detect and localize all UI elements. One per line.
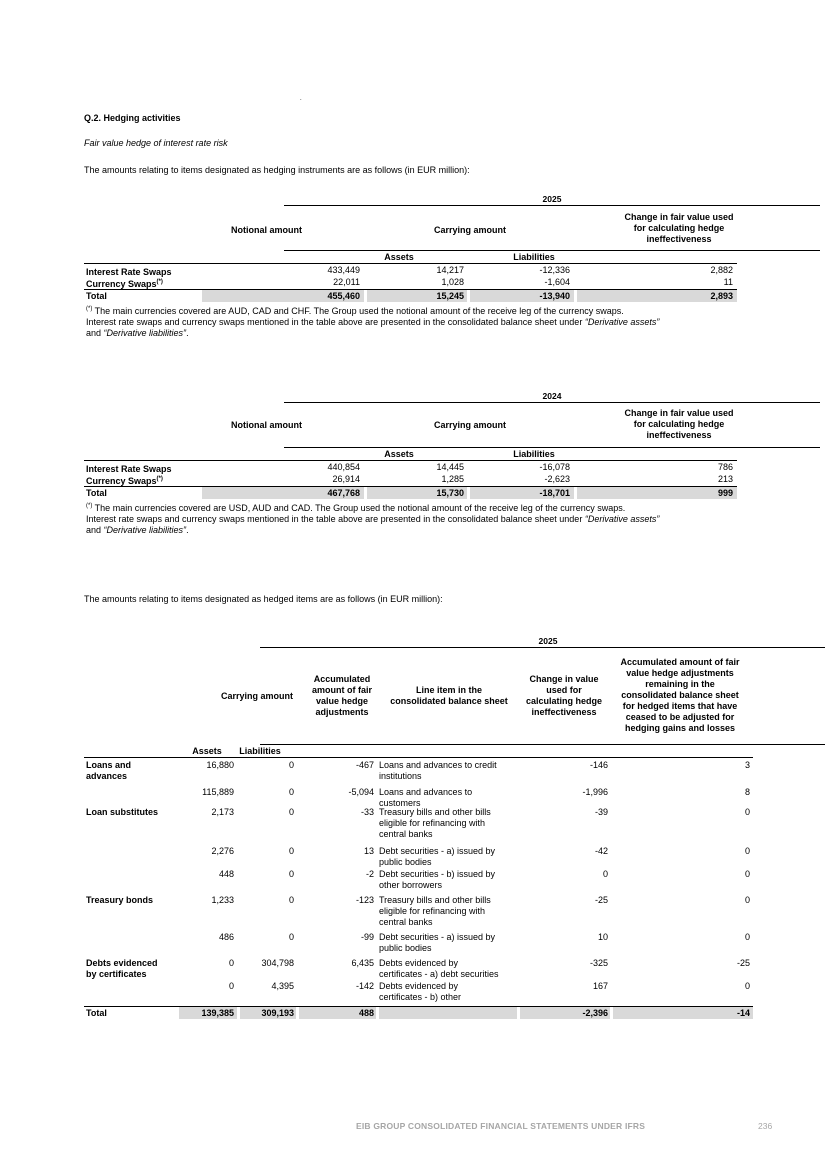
header-rule [260,647,825,648]
col-assets-header: Assets [192,746,222,756]
remaining-value: 0 [744,895,750,905]
change-value: -1,996 [582,787,608,797]
liabilities-value: 0 [288,760,294,770]
col-carrying-header: Carrying amount [433,420,506,430]
liabilities-value: -1,604 [544,277,570,287]
header-line: value hedge [315,696,369,706]
line-item-text: Treasury bills and other bills [379,807,491,817]
assets-value: 15,245 [436,291,464,301]
row-label: Currency Swaps(*) [86,476,163,486]
notional-value: 26,914 [332,474,360,484]
category-label: advances [86,771,128,781]
header-line: for calculating hedge [633,223,725,233]
header-rule [84,757,753,758]
row-label: Total [86,291,107,301]
header-rule [260,744,825,745]
remaining-value: 0 [744,846,750,856]
assets-value: 0 [228,958,234,968]
note-line: and “Derivative liabilities”. [86,328,189,338]
note-line: Interest rate swaps and currency swaps mentioned in the table above are presented in the consolidated balance sheet under “Derivative assets” [86,514,660,524]
remaining-value: 0 [744,981,750,991]
line-item-text: eligible for refinancing with [379,906,486,916]
subsection-title: Fair value hedge of interest rate risk [84,138,228,148]
accum-value: -33 [360,807,374,817]
assets-value: 1,233 [211,895,234,905]
header-line: Accumulated [313,674,371,684]
table-row [84,276,737,288]
section-title: Q.2. Hedging activities [84,113,181,123]
change-value: 2,882 [710,265,733,275]
notional-value: 433,449 [327,265,360,275]
header-line: adjustments [315,707,369,717]
total-accum: 488 [358,1008,374,1018]
liabilities-value: 0 [288,895,294,905]
line-item-text: other borrowers [379,880,443,890]
header-rule [284,250,820,251]
notional-value: 455,460 [327,291,360,301]
accum-value: -123 [355,895,374,905]
header-line: for calculating hedge [633,419,725,429]
row-label: Interest Rate Swaps [86,267,172,277]
row-label: Currency Swaps(*) [86,279,163,289]
table-row [84,461,737,473]
total-liabilities: 309,193 [261,1008,294,1018]
category-label: Loans and [86,760,132,770]
remaining-value: 3 [744,760,750,770]
header-line: hedging gains and losses [624,723,736,733]
header-rule [284,402,820,403]
category-label: by certificates [86,969,147,979]
change-value: 0 [602,869,608,879]
col-carrying-header: Carrying amount [433,225,506,235]
change-value: -39 [594,807,608,817]
line-item-text: Debt securities - a) issued by [379,932,496,942]
total-change: -2,396 [582,1008,608,1018]
line-item-text: institutions [379,771,422,781]
liabilities-value: -16,078 [539,462,570,472]
line-item-text: Debts evidenced by [379,981,459,991]
line-item-text: Debts evidenced by [379,958,459,968]
liabilities-value: 4,395 [271,981,294,991]
line-item-text: Treasury bills and other bills [379,895,491,905]
header-rule [284,205,820,206]
col-remaining-header [610,657,750,734]
page-footer: EIB GROUP CONSOLIDATED FINANCIAL STATEMENTS UNDER IFRS [356,1121,646,1131]
accum-value: 6,435 [351,958,374,968]
table-row-total [84,487,737,499]
assets-value: 14,217 [436,265,464,275]
table-year: 2024 [542,391,562,401]
notional-value: 467,768 [327,488,360,498]
change-value: 999 [717,488,733,498]
table-row [84,264,737,276]
header-line: calculating hedge [525,696,603,706]
line-item-text: Debt securities - a) issued by [379,846,496,856]
instruments-table-2024 [84,391,737,541]
category-label: Debts evidenced [86,958,158,968]
line-item-text: Debt securities - b) issued by [379,869,496,879]
line-item-text: certificates - b) other [379,992,462,1002]
col-line-item-header [374,685,524,707]
col-liabilities-header: Liabilities [513,252,555,262]
liabilities-value: 0 [288,846,294,856]
liabilities-value: 0 [288,807,294,817]
accum-value: -99 [360,932,374,942]
header-line: consolidated balance sheet [390,696,508,706]
col-assets-header: Assets [384,449,414,459]
line-item-text: eligible for refinancing with [379,818,486,828]
intro-hedged: The amounts relating to items designated as hedged items are as follows (in EUR million): [84,594,443,604]
header-line: for hedged items that have [622,701,738,711]
remaining-value: 0 [744,807,750,817]
col-carrying-header: Carrying amount [220,691,293,701]
liabilities-value: 0 [288,932,294,942]
change-value: 167 [592,981,608,991]
remaining-value: -25 [736,958,750,968]
header-line: used for [546,685,582,695]
header-line: amount of fair [312,685,372,695]
table-year: 2025 [542,194,562,204]
header-line: value hedge adjustments [626,668,734,678]
intro-instruments: The amounts relating to items designated as hedging instruments are as follows (in EUR million): [84,165,470,175]
line-item-text: Loans and advances to [379,787,473,797]
line-item-text: public bodies [379,857,432,867]
col-notional-header: Notional amount [231,225,302,235]
header-line: Change in fair value used [624,408,734,418]
header-line: ineffectiveness [646,430,712,440]
assets-value: 14,445 [436,462,464,472]
accum-value: 13 [363,846,374,856]
liabilities-value: -12,336 [539,265,570,275]
header-line: Change in value [529,674,599,684]
assets-value: 1,028 [441,277,464,287]
change-value: 11 [723,277,733,287]
note-line: and “Derivative liabilities”. [86,525,189,535]
header-line: Line item in the [415,685,482,695]
accum-value: -2 [365,869,374,879]
col-change-header [589,212,769,245]
table-note [86,304,746,339]
row-label: Interest Rate Swaps [86,464,172,474]
table-year: 2025 [538,636,558,646]
change-value: 213 [717,474,733,484]
accum-value: -142 [355,981,374,991]
liabilities-value: 304,798 [261,958,294,968]
col-liabilities-header: Liabilities [239,746,281,756]
change-value: -42 [594,846,608,856]
category-label: Loan substitutes [86,807,159,817]
remaining-value: 0 [744,869,750,879]
line-item-text: public bodies [379,943,432,953]
total-remaining: -14 [736,1008,750,1018]
line-item-text: central banks [379,917,433,927]
total-shade [379,1007,517,1019]
line-item-text: central banks [379,829,433,839]
change-value: 2,893 [710,291,733,301]
assets-value: 115,889 [202,787,234,797]
assets-value: 0 [228,981,234,991]
line-item-text: customers [379,798,421,808]
assets-value: 16,880 [206,760,234,770]
liabilities-value: 0 [288,869,294,879]
remaining-value: 8 [744,787,750,797]
header-line: ineffectiveness [646,234,712,244]
total-assets: 139,385 [201,1008,234,1018]
note-line: Interest rate swaps and currency swaps mentioned in the table above are presented in the consolidated balance sheet under “Derivative assets” [86,317,660,327]
header-line: Accumulated amount of fair [620,657,740,667]
accum-value: -5,094 [348,787,374,797]
liabilities-value: -13,940 [539,291,570,301]
change-value: -25 [594,895,608,905]
line-item-text: Loans and advances to credit [379,760,497,770]
col-change-header [589,408,769,441]
liabilities-value: -18,701 [539,488,570,498]
total-label: Total [86,1008,107,1018]
header-line: Change in fair value used [624,212,734,222]
assets-value: 448 [218,869,234,879]
header-line: ineffectiveness [531,707,597,717]
liabilities-value: 0 [288,787,294,797]
col-assets-header: Assets [384,252,414,262]
instruments-table-2025 [84,194,737,344]
table-row-total [84,290,737,302]
col-notional-header: Notional amount [231,420,302,430]
accum-value: -467 [355,760,374,770]
stray-dot: . [300,96,302,102]
assets-value: 1,285 [441,474,464,484]
change-value: 10 [597,932,608,942]
col-change-header [514,674,614,718]
notional-value: 440,854 [327,462,360,472]
note-line: (*) The main currencies covered are AUD, CAD and CHF. The Group used the notional amount of the receive leg of the currency swaps. [86,306,624,316]
category-label: Treasury bonds [86,895,154,905]
line-item-text: certificates - a) debt securities [379,969,499,979]
assets-value: 2,276 [211,846,234,856]
remaining-value: 0 [744,932,750,942]
header-rule [284,447,820,448]
table-note [86,501,746,536]
header-line: ceased to be adjusted for [625,712,735,722]
col-liabilities-header: Liabilities [513,449,555,459]
assets-value: 486 [218,932,234,942]
liabilities-value: -2,623 [544,474,570,484]
note-line: (*) The main currencies covered are USD, AUD and CAD. The Group used the notional amount of the receive leg of the currency swaps. [86,503,626,513]
change-value: -146 [589,760,608,770]
row-label: Total [86,488,107,498]
page-number: 236 [758,1121,773,1131]
header-line: remaining in the [645,679,715,689]
change-value: -325 [589,958,608,968]
table-row [84,473,737,485]
header-line: consolidated balance sheet [621,690,739,700]
assets-value: 15,730 [436,488,464,498]
change-value: 786 [717,462,733,472]
assets-value: 2,173 [211,807,234,817]
notional-value: 22,011 [333,277,360,287]
